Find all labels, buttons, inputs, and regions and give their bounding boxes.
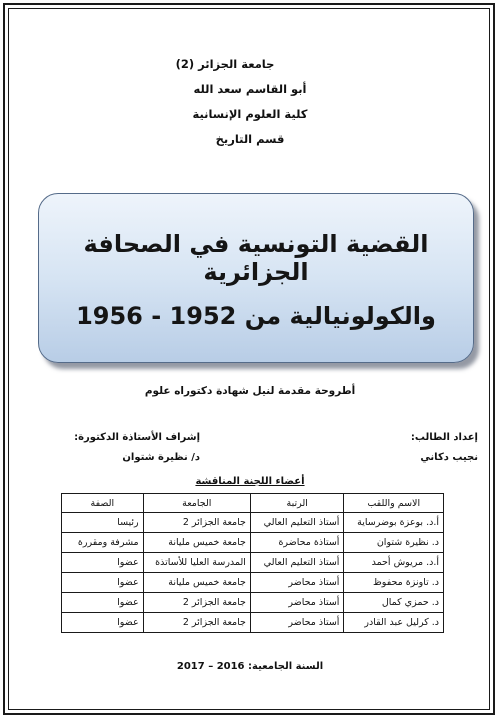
student-label: إعداد الطالب: bbox=[410, 432, 478, 443]
member-role: عضوا bbox=[62, 573, 144, 593]
member-role: عضوا bbox=[62, 613, 144, 633]
member-rank: أستاذة محاضرة bbox=[250, 533, 344, 553]
member-name: أ.د. مريوش أحمد bbox=[344, 553, 444, 573]
member-role: عضوا bbox=[62, 593, 144, 613]
thesis-title-box bbox=[38, 193, 474, 363]
member-rank: أستاذ محاضر bbox=[250, 573, 344, 593]
committee-title: أعضاء اللجنة المناقشة bbox=[195, 476, 305, 487]
column-header-name: الاسم واللقب bbox=[344, 494, 444, 513]
table-row bbox=[62, 613, 444, 633]
student-info bbox=[411, 428, 478, 468]
table-row bbox=[62, 573, 444, 593]
member-rank: أستاذ التعليم العالي bbox=[250, 513, 344, 533]
member-rank: أستاذ محاضر bbox=[250, 593, 344, 613]
table-row bbox=[62, 553, 444, 573]
supervisor-info bbox=[74, 428, 200, 468]
column-header-rank: الرتبة bbox=[250, 494, 344, 513]
member-rank: أستاذ محاضر bbox=[250, 613, 344, 633]
department-label: قسم التاريخ bbox=[215, 132, 285, 146]
table-row bbox=[62, 593, 444, 613]
table-row bbox=[62, 513, 444, 533]
member-role: رئيسا bbox=[62, 513, 144, 533]
member-university: المدرسة العليا للأساتذة bbox=[143, 553, 250, 573]
member-name: د. نظيرة شتوان bbox=[344, 533, 444, 553]
member-university: جامعة الجزائر 2 bbox=[143, 593, 250, 613]
member-university: جامعة الجزائر 2 bbox=[143, 513, 250, 533]
thesis-title-line-1: القضية التونسية في الصحافة الجزائرية bbox=[83, 230, 429, 286]
committee-table bbox=[61, 493, 444, 633]
column-header-university: الجامعة bbox=[143, 494, 250, 513]
member-name: د. كرليل عبد القادر bbox=[344, 613, 444, 633]
institution-header bbox=[0, 52, 500, 152]
committee-header-row bbox=[62, 494, 444, 513]
member-role: مشرفة ومقررة bbox=[62, 533, 144, 553]
table-row bbox=[62, 533, 444, 553]
member-name: د. تاونزة محفوظ bbox=[344, 573, 444, 593]
column-header-role: الصفة bbox=[62, 494, 144, 513]
member-role: عضوا bbox=[62, 553, 144, 573]
member-university: جامعة خميس مليانة bbox=[143, 573, 250, 593]
supervisor-name: د/ نظيرة شتوان bbox=[122, 452, 200, 463]
faculty-label: كلية العلوم الإنسانية bbox=[192, 107, 308, 121]
member-university: جامعة الجزائر 2 bbox=[143, 613, 250, 633]
student-name: نجيب دكاني bbox=[420, 452, 478, 463]
university-label: جامعة الجزائر (2) bbox=[175, 57, 275, 71]
member-name: د. حمزي كمال bbox=[344, 593, 444, 613]
academic-year: السنة الجامعية: 2016 – 2017 bbox=[176, 661, 324, 672]
member-name: أ.د. بوعزة بوضرساية bbox=[344, 513, 444, 533]
member-rank: أستاذ التعليم العالي bbox=[250, 553, 344, 573]
university-name: أبو القاسم سعد الله bbox=[193, 82, 307, 96]
supervisor-label: إشراف الأستاذة الدكتورة: bbox=[74, 432, 200, 443]
thesis-title-line-2: والكولونيالية من 1952 - 1956 bbox=[76, 302, 436, 330]
thesis-subtitle: أطروحة مقدمة لنيل شهادة دكتوراه علوم bbox=[144, 385, 356, 397]
member-university: جامعة خميس مليانة bbox=[143, 533, 250, 553]
